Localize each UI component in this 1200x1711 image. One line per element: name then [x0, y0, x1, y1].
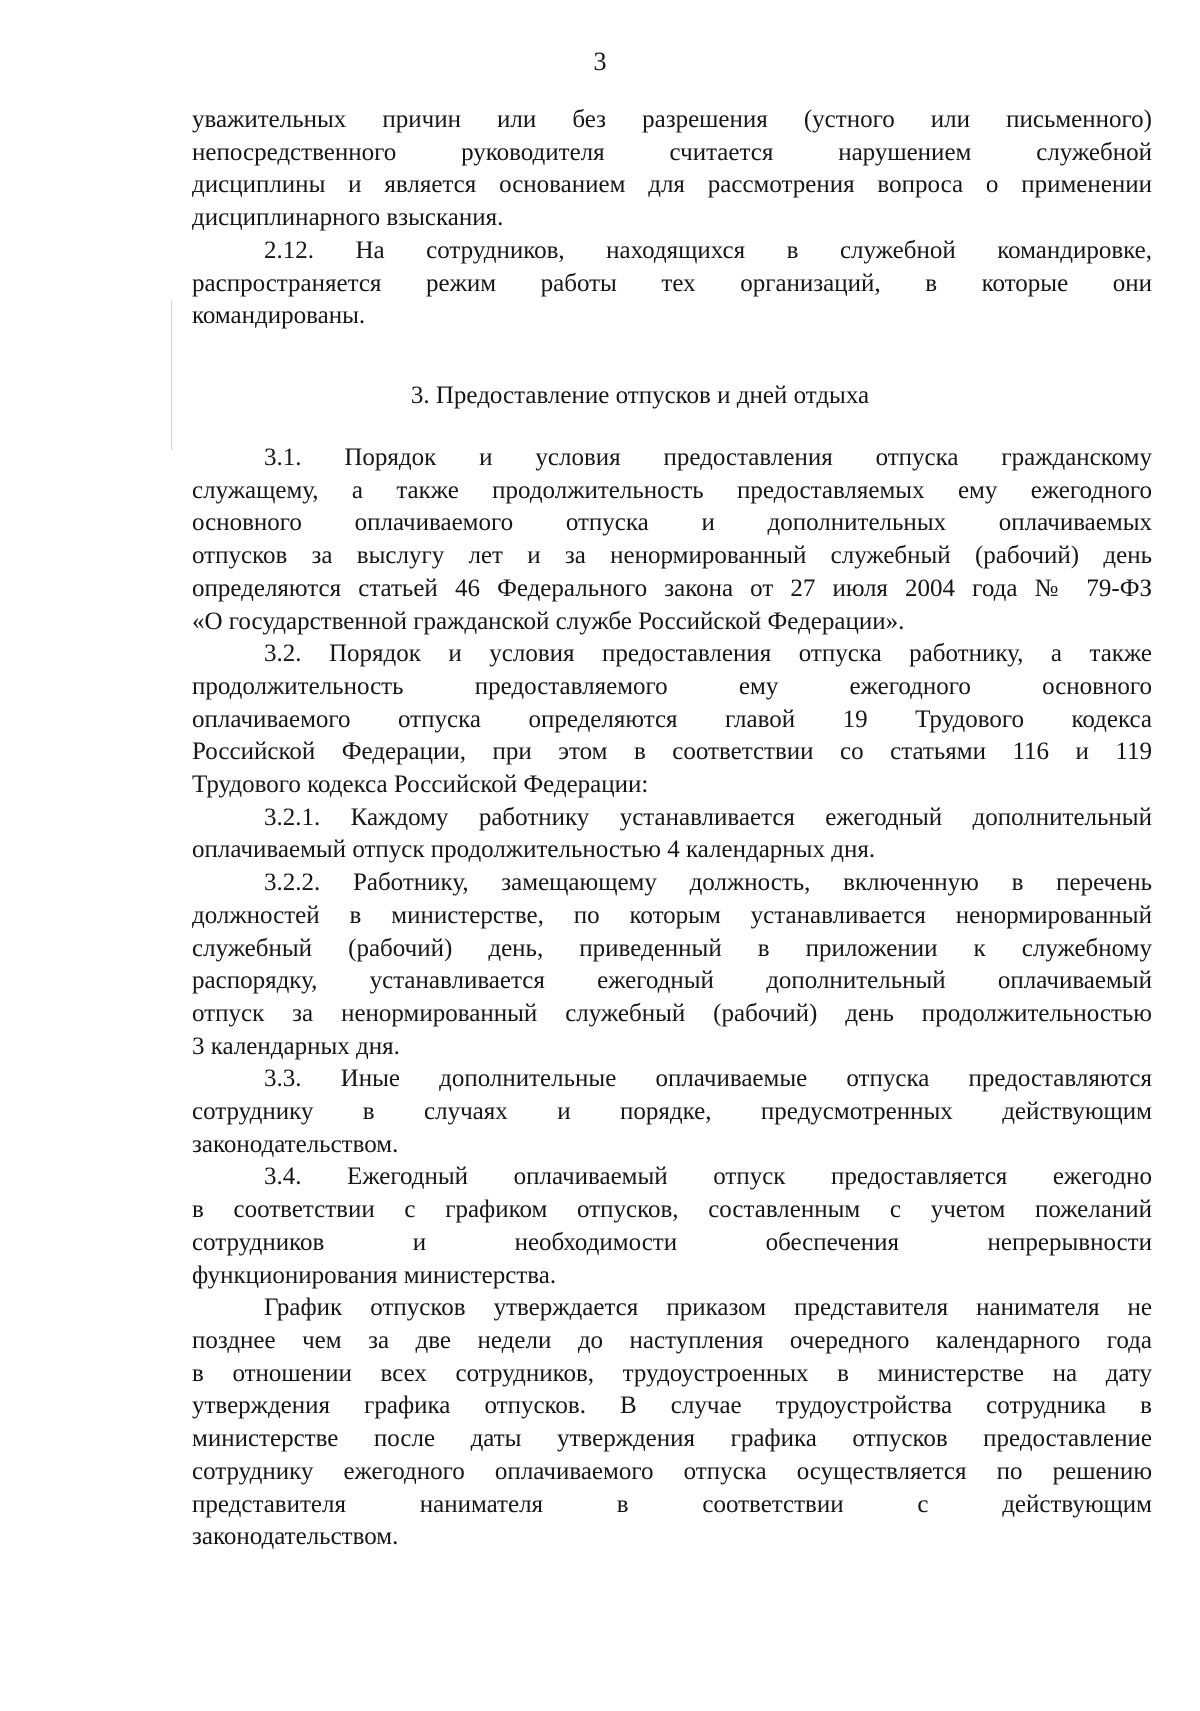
text-line: служебный (рабочий) день, приведенный в приложении к служебному	[192, 934, 1152, 962]
text-line: непосредственного руководителя считается нарушением служебной	[192, 138, 1152, 166]
text-line: отпуск за ненормированный служебный (рабочий) день продолжительностью	[192, 999, 1152, 1027]
paragraph-2-12-first-line: 2.12. На сотрудников, находящихся в служебной командировке,	[264, 236, 1152, 264]
paragraph-3-3-first-line: 3.3. Иные дополнительные оплачиваемые отпуска предоставляются	[264, 1065, 1152, 1093]
text-line: определяются статьей 46 Федерального закона от 27 июля 2004 года № 79-ФЗ	[192, 574, 1152, 602]
text-line: должностей в министерстве, по которым устанавливается ненормированный	[192, 901, 1152, 929]
text-line: «О государственной гражданской службе Российской Федерации».	[192, 607, 905, 635]
text-line: законодательством.	[192, 1523, 399, 1551]
text-line: основного оплачиваемого отпуска и дополнительных оплачиваемых	[192, 509, 1152, 537]
text-line: законодательством.	[192, 1130, 399, 1158]
text-line: дисциплинарного взыскания.	[192, 204, 504, 232]
text-line: отпусков за выслугу лет и за ненормированный служебный (рабочий) день	[192, 542, 1152, 570]
text-line: функционирования министерства.	[192, 1261, 557, 1289]
text-line: позднее чем за две недели до наступления очередного календарного года	[192, 1326, 1152, 1354]
text-line: оплачиваемого отпуска определяются главой 19 Трудового кодекса	[192, 705, 1152, 733]
text-line: 3 календарных дня.	[192, 1032, 400, 1060]
text-line: в соответствии с графиком отпусков, составленным с учетом пожеланий	[192, 1196, 1152, 1224]
text-line: дисциплины и является основанием для рассмотрения вопроса о применении	[192, 171, 1152, 199]
text-line: продолжительность предоставляемого ему ежегодного основного	[192, 672, 1152, 700]
text-line: сотрудников и необходимости обеспечения непрерывности	[192, 1228, 1152, 1256]
text-line: уважительных причин или без разрешения (устного или письменного)	[192, 106, 1152, 133]
text-line: командированы.	[192, 302, 366, 330]
text-line: в отношении всех сотрудников, трудоустроенных в министерстве на дату	[192, 1359, 1152, 1387]
paragraph-3-1-first-line: 3.1. Порядок и условия предоставления отпуска гражданскому	[264, 444, 1152, 471]
section-2-continuation	[192, 104, 1152, 333]
text-line: сотруднику ежегодного оплачиваемого отпуска осуществляется по решению	[192, 1457, 1152, 1485]
text-line: Трудового кодекса Российской Федерации:	[192, 771, 649, 799]
text-line: представителя нанимателя в соответствии с действующим	[192, 1490, 1152, 1518]
text-line: служащему, а также продолжительность предоставляемых ему ежегодного	[192, 476, 1152, 504]
section-3-body	[192, 442, 1152, 1554]
section-3-heading: 3. Предоставление отпусков и дней отдыха	[410, 382, 870, 409]
paragraph-schedule-first-line: График отпусков утверждается приказом представителя нанимателя не	[264, 1294, 1152, 1322]
paragraph-3-4-first-line: 3.4. Ежегодный оплачиваемый отпуск предоставляется ежегодно	[264, 1163, 1152, 1191]
text-line: Российской Федерации, при этом в соответствии со статьями 116 и 119	[192, 738, 1152, 766]
text-line: министерстве после даты утверждения графика отпусков предоставление	[192, 1425, 1152, 1453]
text-line: распорядку, устанавливается ежегодный дополнительный оплачиваемый	[192, 967, 1152, 995]
scan-binding-line	[171, 300, 172, 450]
text-line: сотруднику в случаях и порядке, предусмотренных действующим	[192, 1098, 1152, 1126]
text-line: оплачиваемый отпуск продолжительностью 4 календарных дня.	[192, 836, 876, 864]
text-line: распространяется режим работы тех организаций, в которые они	[192, 269, 1152, 297]
paragraph-3-2-1-first-line: 3.2.1. Каждому работнику устанавливается ежегодный дополнительный	[264, 803, 1152, 831]
page-number: 3	[593, 47, 607, 76]
paragraph-3-2-first-line: 3.2. Порядок и условия предоставления отпуска работнику, а также	[264, 640, 1152, 668]
text-line: утверждения графика отпусков. В случае трудоустройства сотрудника в	[192, 1392, 1152, 1420]
paragraph-3-2-2-first-line: 3.2.2. Работнику, замещающему должность, включенную в перечень	[264, 869, 1152, 897]
